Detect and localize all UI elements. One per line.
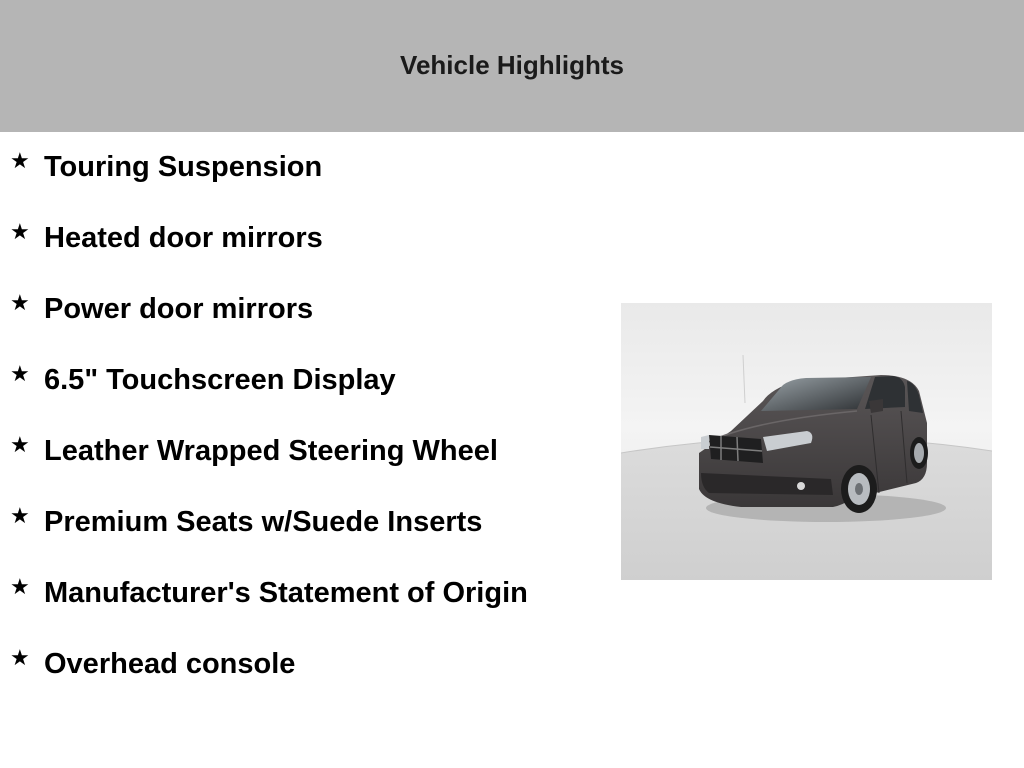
star-icon: ★ [10,575,30,600]
highlight-item [10,150,580,185]
highlights-list [10,150,580,718]
highlight-label: 6.5" Touchscreen Display [44,364,396,396]
highlight-label: Overhead console [44,648,296,680]
highlight-label: Leather Wrapped Steering Wheel [44,435,498,467]
star-icon: ★ [10,291,30,316]
star-icon: ★ [10,220,30,245]
highlight-item [10,221,580,256]
vehicle-photo [621,303,992,580]
highlight-item [10,434,580,469]
highlight-label: Power door mirrors [44,293,314,325]
highlight-item [10,505,580,540]
highlight-item [10,292,580,327]
highlight-label: Premium Seats w/Suede Inserts [44,506,483,538]
star-icon: ★ [10,504,30,529]
star-icon: ★ [10,433,30,458]
highlight-item [10,576,580,611]
star-icon: ★ [10,646,30,671]
highlight-item [10,363,580,398]
star-icon: ★ [10,362,30,387]
highlight-label: Heated door mirrors [44,222,323,254]
highlight-label: Manufacturer's Statement of Origin [44,577,528,609]
highlight-item [10,647,580,682]
page-header [0,0,1024,132]
page-title: Vehicle Highlights [400,49,624,80]
star-icon: ★ [10,149,30,174]
highlight-label: Touring Suspension [44,151,323,183]
